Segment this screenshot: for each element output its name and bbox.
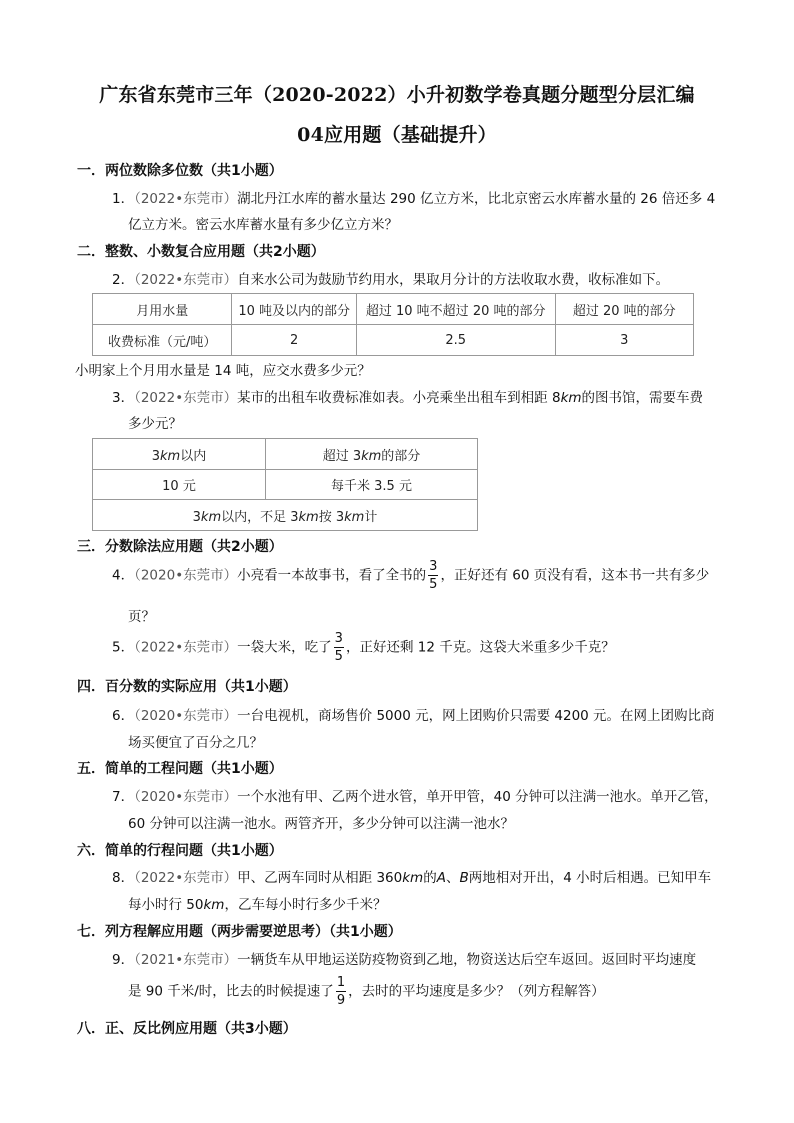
point-a: A: [436, 870, 446, 886]
table-header-cell: 10 吨及以内的部分: [232, 294, 356, 325]
section-heading-6: 六．简单的行程问题（共1小题）: [77, 843, 283, 859]
question-number: 3．: [112, 390, 135, 406]
table-cell: 收费标准（元/吨）: [93, 325, 232, 356]
fraction: $\frac{3}{5}$: [334, 631, 343, 664]
question-text: 自来水公司为鼓励节约用水，果取月分计的方法收取水费，收标准如下。: [237, 272, 670, 288]
table-header-cell: 月用水量: [93, 294, 232, 325]
table-header-cell: 超过 3km的部分: [266, 439, 478, 470]
question-text: 一台电视机，商场售价 5000 元，网上团购价只需要 4200 元。在网上团购比商: [237, 708, 715, 724]
unit-km: km: [560, 390, 582, 406]
table-cell: 2.5: [356, 325, 555, 356]
table-cell: 10 元: [93, 470, 266, 500]
question-number: 8．: [112, 870, 135, 886]
question-9-line-1: [112, 948, 696, 968]
question-source: （2022•东莞市）: [134, 639, 238, 656]
section-heading-7: 七．列方程解应用题（两步需要逆思考）（共1小题）: [77, 924, 402, 940]
question-2-followup: 小明家上个月用水量是 14 吨，应交水费多少元？: [75, 363, 371, 379]
section-heading-5: 五．简单的工程问题（共1小题）: [77, 761, 283, 777]
question-text: 两地相对开出，4 小时后相遇。已知甲车: [468, 870, 712, 886]
question-source: （2021•东莞市）: [134, 952, 238, 968]
taxi-fee-table: [92, 438, 478, 531]
section-heading-3: 三．分数除法应用题（共2小题）: [77, 539, 283, 555]
question-4-line-1: [112, 560, 709, 591]
unit-km: km: [203, 897, 225, 913]
question-5-line-1: [112, 632, 615, 663]
question-8-line-2: 每小时行 50km，乙车每小时行多少千米？: [128, 897, 387, 913]
question-6-line-2: 场买便宜了百分之几？: [128, 735, 263, 751]
table-cell: 3: [555, 325, 693, 356]
question-3-line-2: 多少元？: [128, 416, 182, 432]
question-1-line-2: 亿立方米。密云水库蓄水量有多少亿立方米？: [128, 217, 398, 233]
question-text: 一辆货车从甲地运送防疫物资到乙地，物资送达后空车返回。返回时平均速度: [237, 952, 697, 968]
question-text: ，正好还有 60 页没有看，这本书一共有多少: [440, 567, 710, 584]
section-heading-1: 一．两位数除多位数（共1小题）: [77, 163, 283, 179]
table-header-cell: 3km以内: [93, 439, 266, 470]
page-subtitle: 04应用题（基础提升）: [297, 124, 497, 146]
question-8-line-1: 8．（2022•东莞市）甲、乙两车同时从相距 360km的A、B两地相对开出，4 小时后相遇。已知甲车: [112, 870, 712, 886]
question-source: （2022•东莞市）: [134, 191, 238, 207]
question-7-line-2: 60 分钟可以注满一池水。两管齐开，多少分钟可以注满一池水？: [128, 816, 514, 832]
question-source: （2020•东莞市）: [134, 789, 238, 805]
question-9-line-2: 是 90 千米/时，比去的时候提速了 $\frac{1}{9}$ ，去时的平均速度是多少？（列方程解答）: [128, 975, 605, 1008]
question-text: 小亮看一本故事书，看了全书的: [237, 567, 427, 584]
question-text: 湖北丹江水库的蓄水量达 290 亿立方米，比北京密云水库蓄水量的 26 倍还多 4: [237, 191, 716, 207]
question-text: 一个水池有甲、乙两个进水管，单开甲管，40 分钟可以注满一池水。单开乙管，: [237, 789, 718, 805]
question-number: 5．: [112, 639, 135, 656]
section-heading-4: 四．百分数的实际应用（共1小题）: [77, 679, 297, 695]
question-text: ，正好还剩 12 千克。这袋大米重多少千克？: [345, 639, 615, 656]
question-source: （2022•东莞市）: [134, 272, 238, 288]
table-note-cell: 3km以内，不足 3km按 3km计: [93, 500, 478, 531]
table-cell: 2: [232, 325, 356, 356]
question-source: （2020•东莞市）: [134, 708, 238, 724]
question-2-line-1: [112, 268, 669, 288]
point-b: B: [459, 870, 469, 886]
question-text: 某市的出租车收费标准如表。小亮乘坐出租车到相距 8: [237, 390, 561, 406]
unit-km: km: [402, 870, 424, 886]
question-1-line-1: [112, 187, 715, 207]
page-title: 广东省东莞市三年（2020-2022）小升初数学卷真题分题型分层汇编: [99, 84, 695, 106]
question-text: 的图书馆，需要车费: [581, 390, 704, 406]
table-header-cell: 超过 20 吨的部分: [555, 294, 693, 325]
question-text: 甲、乙两车同时从相距 360: [237, 870, 403, 886]
section-heading-2: 二．整数、小数复合应用题（共2小题）: [77, 244, 325, 260]
water-fee-table: [92, 293, 694, 356]
question-4-line-2: 页？: [128, 609, 155, 625]
fraction: $\frac{3}{5}$: [429, 559, 438, 592]
question-source: （2020•东莞市）: [134, 567, 238, 584]
question-number: 1．: [112, 191, 135, 207]
section-heading-8: 八．正、反比例应用题（共3小题）: [77, 1021, 297, 1037]
question-6-line-1: [112, 704, 715, 724]
question-source: （2022•东莞市）: [134, 870, 238, 886]
question-number: 2．: [112, 272, 135, 288]
fraction: $\frac{1}{9}$: [336, 975, 346, 1008]
question-3-line-1: [112, 386, 703, 406]
table-header-cell: 超过 10 吨不超过 20 吨的部分: [356, 294, 555, 325]
question-text: 一袋大米，吃了: [237, 639, 332, 656]
question-number: 6．: [112, 708, 135, 724]
question-7-line-1: [112, 785, 718, 805]
question-source: （2022•东莞市）: [134, 390, 238, 406]
table-cell: 每千米 3.5 元: [266, 470, 478, 500]
question-number: 7．: [112, 789, 135, 805]
question-number: 4．: [112, 567, 135, 584]
question-number: 9．: [112, 952, 135, 968]
question-text: 的: [423, 870, 437, 886]
